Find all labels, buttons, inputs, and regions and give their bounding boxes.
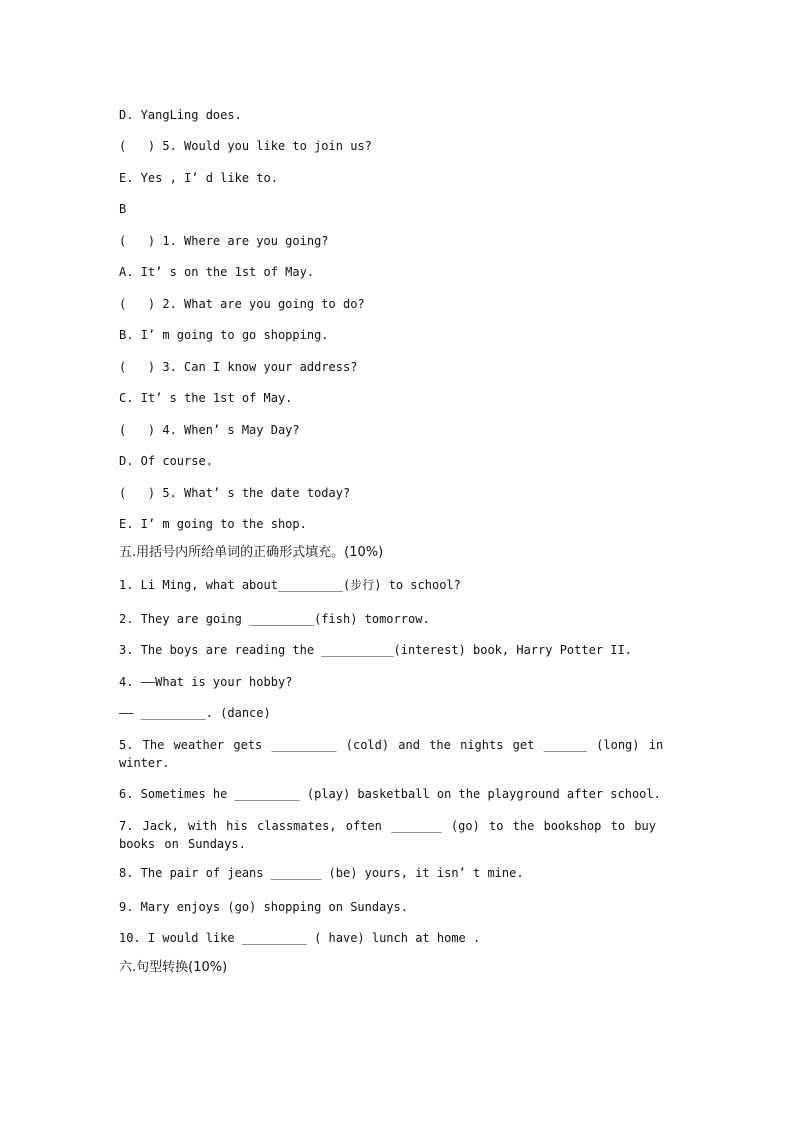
fill-item-3: 3. The boys are reading the __________(interest) book, Harry Potter II.: [119, 643, 632, 657]
answer-d-yangling: D. YangLing does.: [119, 108, 242, 122]
question-3: ( ) 3. Can I know your address?: [119, 360, 358, 374]
fill-item-1: 1. Li Ming, what about_________(步行) to school?: [119, 578, 461, 592]
fill-item-5: 5. The weather gets _________ (cold) and the nights get ______ (long) in winter.: [119, 738, 664, 770]
answer-e: E. I’ m going to the shop.: [119, 517, 307, 531]
fill-item-8: 8. The pair of jeans _______ (be) yours, it isn’ t mine.: [119, 866, 524, 880]
fill-item-4-answer: —— _________. (dance): [119, 706, 271, 720]
question-5: ( ) 5. What’ s the date today?: [119, 486, 351, 500]
fill-item-2: 2. They are going _________(fish) tomorrow.: [119, 612, 430, 626]
answer-b: B. I’ m going to go shopping.: [119, 328, 329, 342]
question-1: ( ) 1. Where are you going?: [119, 234, 329, 248]
fill-item-7: 7. Jack, with his classmates, often _______ (go) to the bookshop to buy books on Sundays.: [119, 819, 656, 851]
question-4: ( ) 4. When’ s May Day?: [119, 423, 300, 437]
question-5-join-us: ( ) 5. Would you like to join us?: [119, 139, 372, 153]
section-b-label: B: [119, 202, 127, 216]
answer-d: D. Of course.: [119, 454, 213, 468]
answer-a: A. It’ s on the 1st of May.: [119, 265, 315, 279]
answer-e-yes: E. Yes , I’ d like to.: [119, 171, 278, 185]
section-5-heading: 五.用括号内所给单词的正确形式填充。(10%): [119, 545, 384, 560]
answer-c: C. It’ s the 1st of May.: [119, 391, 293, 405]
fill-item-6: 6. Sometimes he _________ (play) basketball on the playground after school.: [119, 787, 661, 801]
fill-item-10: 10. I would like _________ ( have) lunch at home .: [119, 931, 481, 945]
fill-item-4-question: 4. ——What is your hobby?: [119, 675, 293, 689]
fill-item-9: 9. Mary enjoys (go) shopping on Sundays.: [119, 900, 408, 914]
question-2: ( ) 2. What are you going to do?: [119, 297, 365, 311]
section-6-heading: 六.句型转换(10%): [119, 960, 228, 975]
